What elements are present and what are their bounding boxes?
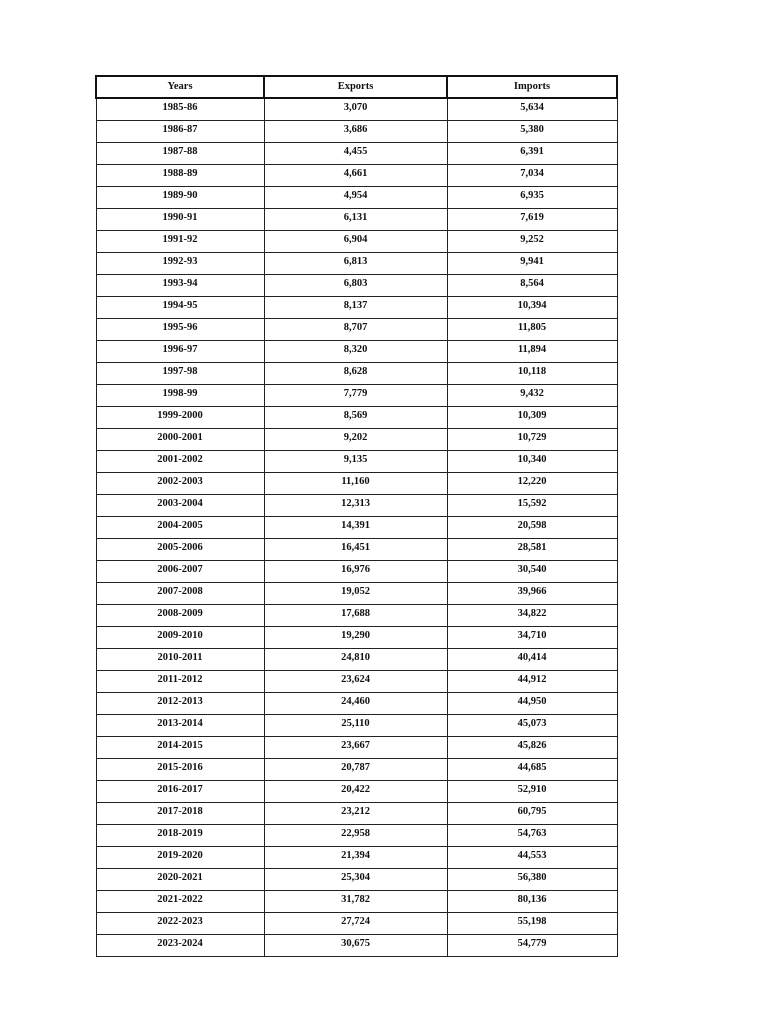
year-cell: 2018-2019 [96, 825, 264, 847]
year-cell: 1997-98 [96, 363, 264, 385]
year-cell: 2021-2022 [96, 891, 264, 913]
year-cell: 1987-88 [96, 143, 264, 165]
exports-cell: 8,320 [264, 341, 447, 363]
table-row [96, 605, 617, 627]
table-row [96, 627, 617, 649]
year-cell: 1986-87 [96, 121, 264, 143]
exports-cell: 7,779 [264, 385, 447, 407]
exports-cell: 25,304 [264, 869, 447, 891]
year-cell: 2000-2001 [96, 429, 264, 451]
year-cell: 2003-2004 [96, 495, 264, 517]
year-cell: 1998-99 [96, 385, 264, 407]
table-row [96, 649, 617, 671]
imports-cell: 44,553 [447, 847, 617, 869]
imports-cell: 52,910 [447, 781, 617, 803]
imports-cell: 30,540 [447, 561, 617, 583]
imports-cell: 15,592 [447, 495, 617, 517]
table-row [96, 429, 617, 451]
year-cell: 2012-2013 [96, 693, 264, 715]
year-cell: 1991-92 [96, 231, 264, 253]
table-row [96, 187, 617, 209]
exports-cell: 23,667 [264, 737, 447, 759]
year-cell: 1994-95 [96, 297, 264, 319]
exports-imports-table [95, 75, 618, 957]
table-row [96, 407, 617, 429]
imports-cell: 9,941 [447, 253, 617, 275]
year-cell: 2004-2005 [96, 517, 264, 539]
table-row [96, 275, 617, 297]
table-row [96, 847, 617, 869]
table-row [96, 385, 617, 407]
exports-cell: 21,394 [264, 847, 447, 869]
table-row [96, 231, 617, 253]
imports-cell: 11,894 [447, 341, 617, 363]
year-cell: 2007-2008 [96, 583, 264, 605]
imports-cell: 5,380 [447, 121, 617, 143]
year-cell: 2023-2024 [96, 935, 264, 957]
table-row [96, 737, 617, 759]
year-cell: 2011-2012 [96, 671, 264, 693]
table-row [96, 539, 617, 561]
year-cell: 1996-97 [96, 341, 264, 363]
imports-cell: 54,779 [447, 935, 617, 957]
year-cell: 2006-2007 [96, 561, 264, 583]
table-row [96, 253, 617, 275]
exports-cell: 8,628 [264, 363, 447, 385]
imports-cell: 44,685 [447, 759, 617, 781]
exports-cell: 20,422 [264, 781, 447, 803]
imports-cell: 12,220 [447, 473, 617, 495]
imports-cell: 9,432 [447, 385, 617, 407]
exports-cell: 23,212 [264, 803, 447, 825]
table-row [96, 693, 617, 715]
exports-cell: 24,810 [264, 649, 447, 671]
exports-cell: 17,688 [264, 605, 447, 627]
imports-cell: 34,710 [447, 627, 617, 649]
year-cell: 2020-2021 [96, 869, 264, 891]
header-exports: Exports [264, 76, 447, 98]
imports-cell: 6,935 [447, 187, 617, 209]
exports-cell: 30,675 [264, 935, 447, 957]
table-row [96, 473, 617, 495]
year-cell: 2010-2011 [96, 649, 264, 671]
imports-cell: 8,564 [447, 275, 617, 297]
year-cell: 2005-2006 [96, 539, 264, 561]
table-row [96, 143, 617, 165]
exports-cell: 9,135 [264, 451, 447, 473]
table-body [96, 98, 617, 957]
exports-cell: 25,110 [264, 715, 447, 737]
imports-cell: 10,309 [447, 407, 617, 429]
table-row [96, 913, 617, 935]
imports-cell: 5,634 [447, 98, 617, 121]
table-row [96, 98, 617, 121]
exports-cell: 8,137 [264, 297, 447, 319]
exports-cell: 6,904 [264, 231, 447, 253]
table-row [96, 759, 617, 781]
table-header [96, 76, 617, 98]
header-years: Years [96, 76, 264, 98]
table-row [96, 209, 617, 231]
year-cell: 2017-2018 [96, 803, 264, 825]
exports-cell: 8,569 [264, 407, 447, 429]
table-row [96, 451, 617, 473]
exports-cell: 3,686 [264, 121, 447, 143]
year-cell: 2022-2023 [96, 913, 264, 935]
exports-cell: 23,624 [264, 671, 447, 693]
table-row [96, 935, 617, 957]
exports-cell: 14,391 [264, 517, 447, 539]
header-row [96, 76, 617, 98]
imports-cell: 7,034 [447, 165, 617, 187]
year-cell: 1989-90 [96, 187, 264, 209]
imports-cell: 10,394 [447, 297, 617, 319]
year-cell: 2009-2010 [96, 627, 264, 649]
imports-cell: 10,729 [447, 429, 617, 451]
exports-cell: 16,976 [264, 561, 447, 583]
exports-cell: 19,290 [264, 627, 447, 649]
exports-cell: 3,070 [264, 98, 447, 121]
exports-cell: 6,803 [264, 275, 447, 297]
imports-cell: 6,391 [447, 143, 617, 165]
table-row [96, 165, 617, 187]
imports-cell: 11,805 [447, 319, 617, 341]
table-row [96, 121, 617, 143]
imports-cell: 44,912 [447, 671, 617, 693]
table-row [96, 715, 617, 737]
imports-cell: 54,763 [447, 825, 617, 847]
imports-cell: 45,826 [447, 737, 617, 759]
year-cell: 1995-96 [96, 319, 264, 341]
exports-cell: 22,958 [264, 825, 447, 847]
table-row [96, 341, 617, 363]
year-cell: 2013-2014 [96, 715, 264, 737]
year-cell: 2008-2009 [96, 605, 264, 627]
table-row [96, 803, 617, 825]
table-row [96, 297, 617, 319]
table-row [96, 825, 617, 847]
imports-cell: 80,136 [447, 891, 617, 913]
imports-cell: 55,198 [447, 913, 617, 935]
year-cell: 2016-2017 [96, 781, 264, 803]
year-cell: 2015-2016 [96, 759, 264, 781]
year-cell: 1988-89 [96, 165, 264, 187]
table-row [96, 781, 617, 803]
table-row [96, 671, 617, 693]
header-imports: Imports [447, 76, 617, 98]
table-row [96, 319, 617, 341]
year-cell: 2001-2002 [96, 451, 264, 473]
imports-cell: 39,966 [447, 583, 617, 605]
imports-cell: 45,073 [447, 715, 617, 737]
exports-cell: 4,455 [264, 143, 447, 165]
imports-cell: 7,619 [447, 209, 617, 231]
imports-cell: 60,795 [447, 803, 617, 825]
imports-cell: 10,118 [447, 363, 617, 385]
exports-cell: 19,052 [264, 583, 447, 605]
exports-cell: 6,813 [264, 253, 447, 275]
table-row [96, 495, 617, 517]
imports-cell: 40,414 [447, 649, 617, 671]
year-cell: 2014-2015 [96, 737, 264, 759]
exports-cell: 4,661 [264, 165, 447, 187]
table-row [96, 583, 617, 605]
imports-cell: 44,950 [447, 693, 617, 715]
exports-cell: 6,131 [264, 209, 447, 231]
year-cell: 1992-93 [96, 253, 264, 275]
year-cell: 2002-2003 [96, 473, 264, 495]
exports-cell: 4,954 [264, 187, 447, 209]
exports-cell: 11,160 [264, 473, 447, 495]
exports-cell: 8,707 [264, 319, 447, 341]
table-row [96, 363, 617, 385]
imports-cell: 34,822 [447, 605, 617, 627]
year-cell: 1999-2000 [96, 407, 264, 429]
imports-cell: 28,581 [447, 539, 617, 561]
year-cell: 1990-91 [96, 209, 264, 231]
exports-cell: 9,202 [264, 429, 447, 451]
year-cell: 1985-86 [96, 98, 264, 121]
exports-cell: 16,451 [264, 539, 447, 561]
exports-cell: 20,787 [264, 759, 447, 781]
table-row [96, 561, 617, 583]
table-row [96, 891, 617, 913]
imports-cell: 10,340 [447, 451, 617, 473]
imports-cell: 9,252 [447, 231, 617, 253]
imports-cell: 20,598 [447, 517, 617, 539]
table-row [96, 869, 617, 891]
exports-cell: 12,313 [264, 495, 447, 517]
exports-cell: 31,782 [264, 891, 447, 913]
year-cell: 1993-94 [96, 275, 264, 297]
exports-cell: 27,724 [264, 913, 447, 935]
exports-cell: 24,460 [264, 693, 447, 715]
imports-cell: 56,380 [447, 869, 617, 891]
table-row [96, 517, 617, 539]
year-cell: 2019-2020 [96, 847, 264, 869]
